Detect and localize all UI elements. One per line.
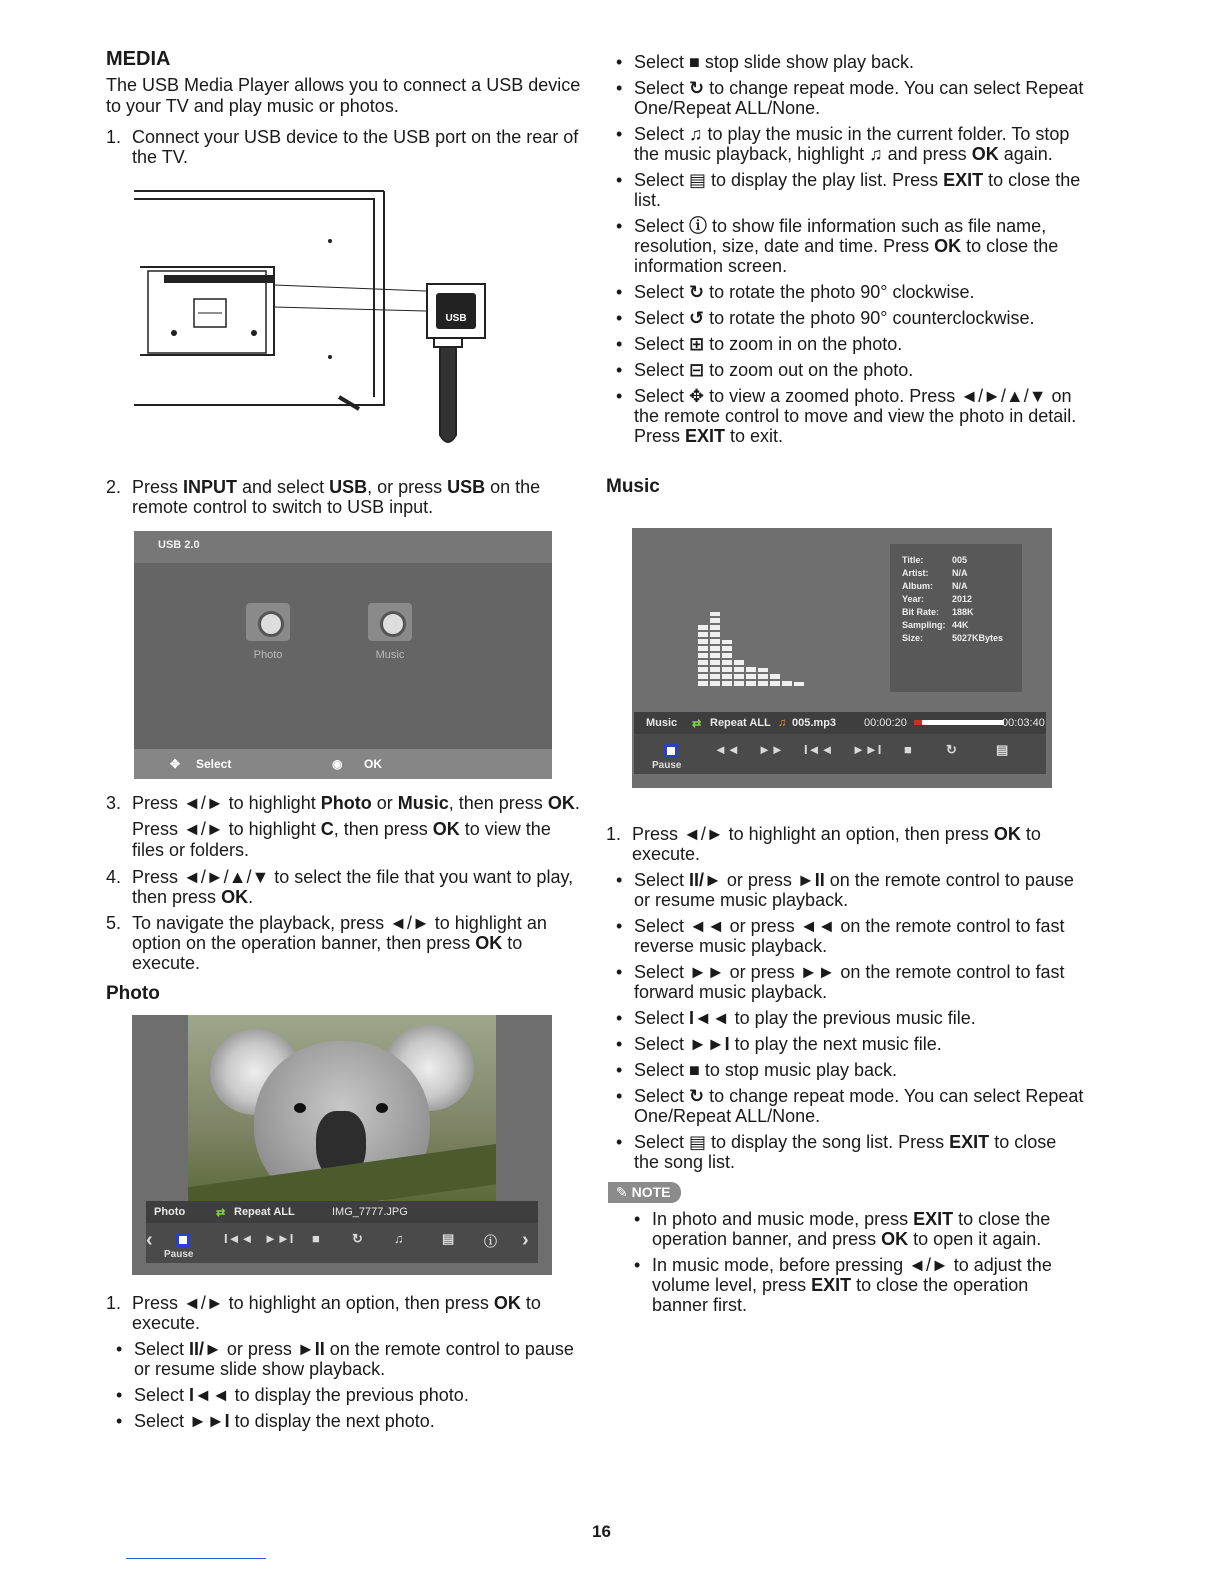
usb-port-callout [426,283,486,339]
list-item: • Select ↻ to change repeat mode. You can select Repeat One/Repeat ALL/None. [614,1086,1086,1126]
list-item: • Select ♫ to play the music in the current folder. To stop the music playback, highlight ♫ and press OK again. [614,124,1086,164]
koala-photo [188,1015,496,1201]
pencil-icon: ✎ [616,1184,632,1200]
repeat-icon: ⇄ [692,718,702,730]
usb-hint-bar [134,749,552,779]
music-operation-banner [634,712,1046,774]
music-tile[interactable]: Music [360,603,420,661]
left-column [106,48,584,1437]
repeat-mode-icon[interactable]: ↻ [946,742,957,757]
banner-mode: Photo [154,1206,186,1218]
list-item: • Select ►►I to play the next music file. [614,1034,1086,1054]
photo-bullets-right [606,52,1086,446]
repeat-mode-icon[interactable]: ↻ [352,1231,363,1246]
previous-icon[interactable]: I◄◄ [224,1231,254,1246]
pause-label: Pause [164,1249,194,1260]
stop-icon[interactable]: ■ [312,1231,320,1246]
list-item: • In music mode, before pressing ◄/► to adjust the volume level, press EXIT to close the operation banner first. [634,1255,1086,1315]
tv-rear-figure [134,187,534,447]
list-item: • Select ✥ to view a zoomed photo. Press ◄/►/▲/▼ on the remote control to move and view the photo in detail. Press EXIT to exit. [614,386,1086,446]
music-bullets [606,870,1086,1172]
list-item: • Select ▤ to display the play list. Press EXIT to close the list. [614,170,1086,210]
list-item: • Select I◄◄ to play the previous music file. [614,1008,1086,1028]
media-heading: MEDIA [106,48,171,70]
info-icon[interactable]: ⓘ [484,1234,498,1249]
list-item: • Select ↻ to change repeat mode. You can select Repeat One/Repeat ALL/None. [614,78,1086,118]
list-item: • Select ■ to stop music play back. [614,1060,1086,1080]
banner-file: 005.mp3 [792,717,837,729]
step-3: 3. Press ◄/► to highlight Photo or Music, then press OK. [106,793,580,813]
step-4: 4. Press ◄/►/▲/▼ to select the file that you want to play, then press OK. [106,867,574,907]
music-note-icon: ♫ [778,717,787,729]
elapsed-time: 00:00:20 [864,717,907,729]
ok-hint-icon: ◉ [332,757,343,771]
footer-rule [126,1558,266,1559]
notes-list [606,1209,1086,1315]
next-icon[interactable]: ►►I [264,1231,294,1246]
list-item: • Select II/► or press ►II on the remote control to pause or resume slide show playback. [114,1339,584,1379]
usb-port-label: USB [436,293,476,329]
step-3-detail: Press ◄/► to highlight C, then press OK to view the files or folders. [132,819,551,860]
note-badge: ✎ NOTE [608,1182,681,1203]
photo-heading: Photo [106,983,160,1004]
next-icon[interactable]: ►►I [852,742,882,757]
list-item: • In photo and music mode, press EXIT to close the operation banner, and press OK to open it again. [634,1209,1086,1249]
pause-button[interactable] [664,744,678,758]
page-number: 16 [592,1522,611,1541]
list-item: • Select ■ stop slide show play back. [614,52,1086,72]
list-item: • Select ◄◄ or press ◄◄ on the remote control to fast reverse music playback. [614,916,1086,956]
total-time: 00:03:40 [1002,717,1045,729]
list-item: • Select ►►I to display the next photo. [114,1411,584,1431]
stop-icon[interactable]: ■ [904,742,912,757]
list-item: • Select II/► or press ►II on the remote control to pause or resume music playback. [614,870,1086,910]
usb-screen-title: USB 2.0 [134,531,552,563]
banner-repeat: Repeat ALL [234,1206,295,1218]
photo-icon [246,603,290,641]
list-item: • Select ⊞ to zoom in on the photo. [614,334,1086,354]
fast-reverse-icon[interactable]: ◄◄ [714,742,740,757]
chevron-right-icon[interactable]: › [522,1229,529,1251]
photo-step-1: 1. Press ◄/► to highlight an option, then press OK to execute. [106,1293,541,1333]
chevron-left-icon[interactable]: ‹ [146,1229,153,1251]
usb-home-screen [134,531,552,779]
banner-file: IMG_7777.JPG [332,1206,408,1218]
step-5: 5. To navigate the playback, press ◄/► to highlight an option on the operation banner, then press OK to execute. [106,913,547,973]
banner-repeat: Repeat ALL [710,717,771,729]
previous-icon[interactable]: I◄◄ [804,742,834,757]
list-item: • Select ▤ to display the song list. Press EXIT to close the song list. [614,1132,1086,1172]
right-column [606,52,1086,1321]
step-2: 2. Press INPUT and select USB, or press USB on the remote control to switch to USB input. [106,477,541,517]
list-item: • Select ⓘ to show file information such as file name, resolution, size, date and time. Press OK to close the information screen. [614,216,1086,276]
repeat-icon: ⇄ [216,1207,226,1219]
music-player-screen [632,528,1052,788]
photo-bullets-left [106,1339,584,1431]
music-note-icon[interactable]: ♫ [394,1231,404,1246]
ok-hint: OK [364,757,382,771]
pause-button[interactable] [176,1233,190,1247]
photo-tile[interactable]: Photo [238,603,298,661]
banner-mode: Music [646,717,678,729]
music-step-1: 1. Press ◄/► to highlight an option, then press OK to execute. [606,824,1041,864]
intro-text: The USB Media Player allows you to connect a USB device to your TV and play music or photos. [106,75,581,116]
equalizer-graphic [698,612,818,686]
music-heading: Music [606,476,660,497]
fast-forward-icon[interactable]: ►► [758,742,784,757]
list-item: • Select ↺ to rotate the photo 90° counterclockwise. [614,308,1086,328]
list-item: • Select ⊟ to zoom out on the photo. [614,360,1086,380]
step-1: 1. Connect your USB device to the USB port on the rear of the TV. [106,127,579,167]
progress-bar[interactable] [914,720,1004,725]
list-item: • Select ►► or press ►► on the remote control to fast forward music playback. [614,962,1086,1002]
list-item: • Select I◄◄ to display the previous photo. [114,1385,584,1405]
photo-player-screen [132,1015,552,1275]
photo-operation-banner [146,1201,538,1263]
song-info-panel: Title: 005 Artist: N/A Album: N/A Year: 2012 Bit Rate: 188K Sampling: 44K Size: 5027KBytes [890,544,1022,692]
music-icon [368,603,412,641]
pause-label: Pause [652,760,682,771]
list-item: • Select ↻ to rotate the photo 90° clockwise. [614,282,1086,302]
playlist-icon[interactable]: ▤ [442,1231,455,1246]
select-hint: Select [196,757,232,771]
playlist-icon[interactable]: ▤ [996,742,1009,757]
select-hint-icon: ✥ [170,757,181,771]
